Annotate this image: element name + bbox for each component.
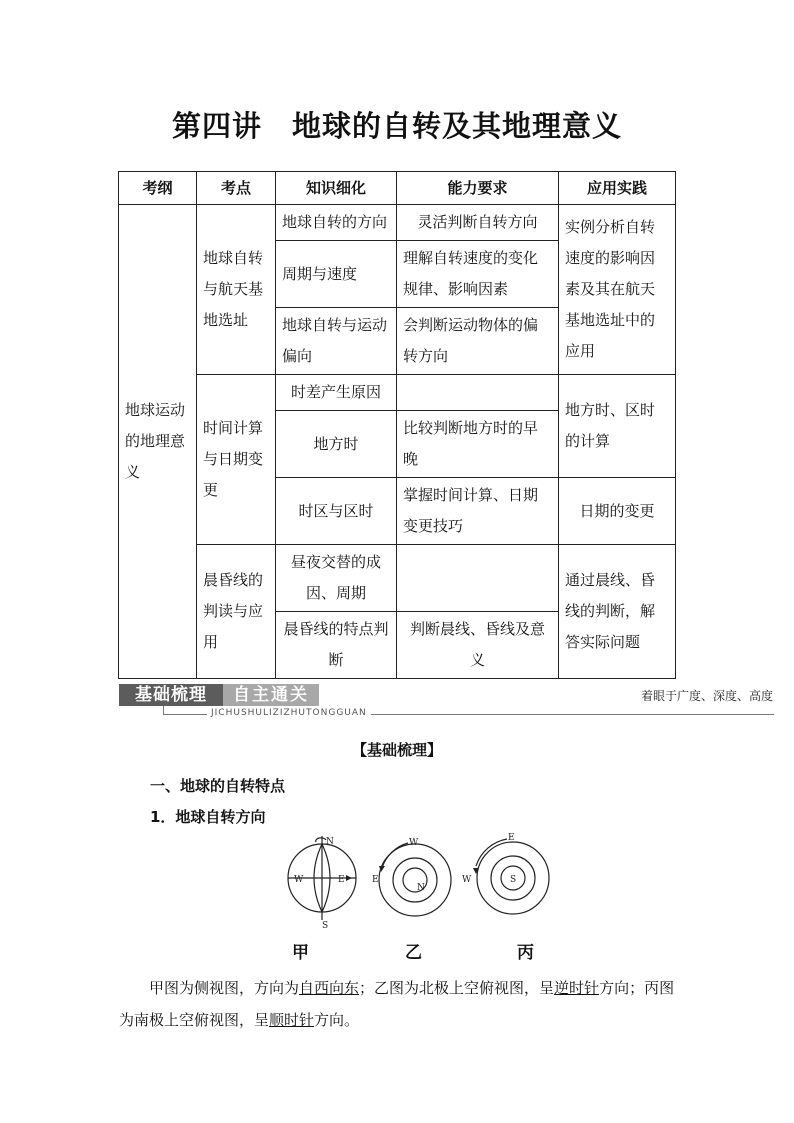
- answer-underline: 顺时针: [269, 1011, 315, 1029]
- header-cell: 能力要求: [397, 172, 559, 205]
- application-cell: 通过晨线、昏线的判断，解答实际问题: [559, 545, 676, 679]
- explanation-paragraph: [119, 972, 679, 1036]
- text-run: 甲图为侧视图，方向为: [149, 979, 300, 997]
- ability-cell: [397, 545, 559, 612]
- text-run: 方向；丙图为南极上空俯视图，呈: [119, 979, 675, 1029]
- east-label: E: [372, 875, 379, 885]
- topic-cell: 地球自转与航天基地选址: [197, 205, 276, 375]
- section-heading: 一、地球的自转特点: [150, 777, 286, 795]
- knowledge-cell: 地球自转与运动偏向: [276, 308, 397, 375]
- south-label: S: [510, 875, 517, 885]
- ability-cell: [397, 375, 559, 411]
- subsection-heading: 1．地球自转方向: [150, 808, 266, 826]
- rotation-diagram: [280, 830, 550, 930]
- answer-underline: 自西向东: [299, 979, 360, 997]
- west-label: W: [462, 875, 472, 885]
- ability-cell: 比较判断地方时的早晚: [397, 411, 559, 478]
- figure-caption-a: 甲: [292, 943, 309, 963]
- west-label: W: [409, 838, 419, 848]
- east-label: E: [338, 875, 345, 885]
- north-pole-view: [372, 838, 451, 916]
- figure-caption-c: 丙: [517, 943, 534, 963]
- knowledge-cell: 昼夜交替的成因、周期: [276, 545, 397, 612]
- table-row: [119, 545, 676, 612]
- south-pole-view: [462, 833, 549, 914]
- banner-pinyin: JICHUSHULIZIZHUTONGGUAN: [207, 708, 371, 718]
- header-cell: 考纲: [119, 172, 197, 205]
- lecture-title: 地球的自转及其地理意义: [292, 109, 623, 143]
- side-view-globe: [288, 836, 356, 930]
- lecture-number: 第四讲: [171, 109, 262, 143]
- table-row: [119, 205, 676, 241]
- table-header-row: [119, 172, 676, 205]
- north-label: N: [326, 837, 334, 847]
- banner-tagline: 着眼于广度、深度、高度: [640, 689, 773, 703]
- text-run: 方向。: [314, 1011, 360, 1029]
- east-label: E: [508, 833, 515, 843]
- table-row: [119, 375, 676, 411]
- text-run: ；乙图为北极上空俯视图，呈: [359, 979, 555, 997]
- header-cell: 知识细化: [276, 172, 397, 205]
- topic-cell: 时间计算与日期变更: [197, 375, 276, 545]
- syllabus-table: [118, 171, 676, 679]
- north-label: N: [417, 883, 425, 893]
- knowledge-cell: 时区与区时: [276, 478, 397, 545]
- application-cell: 日期的变更: [559, 478, 676, 545]
- knowledge-cell: 周期与速度: [276, 241, 397, 308]
- south-label: S: [322, 921, 329, 930]
- banner-label-left: 基础梳理: [119, 684, 223, 706]
- application-cell: 地方时、区时的计算: [559, 375, 676, 478]
- ability-cell: 判断晨线、昏线及意义: [397, 612, 559, 679]
- knowledge-cell: 时差产生原因: [276, 375, 397, 411]
- header-cell: 应用实践: [559, 172, 676, 205]
- ability-cell: 灵活判断自转方向: [397, 205, 559, 241]
- page-title: [0, 104, 794, 145]
- knowledge-cell: 地球自转的方向: [276, 205, 397, 241]
- ability-cell: 理解自转速度的变化规律、影响因素: [397, 241, 559, 308]
- figure-caption-b: 乙: [405, 943, 422, 963]
- ability-cell: 会判断运动物体的偏转方向: [397, 308, 559, 375]
- knowledge-cell: 地方时: [276, 411, 397, 478]
- header-cell: 考点: [197, 172, 276, 205]
- answer-underline: 逆时针: [554, 979, 600, 997]
- topic-cell: 晨昏线的判读与应用: [197, 545, 276, 679]
- banner-label-right: 自主通关: [223, 684, 319, 706]
- application-cell: 实例分析自转速度的影响因素及其在航天基地选址中的应用: [559, 205, 676, 375]
- west-label: W: [294, 875, 304, 885]
- knowledge-cell: 晨昏线的特点判断: [276, 612, 397, 679]
- outline-cell: 地球运动的地理意义: [119, 205, 197, 679]
- section-subtitle: 【基础梳理】: [351, 741, 442, 759]
- section-banner: [119, 684, 779, 720]
- ability-cell: 掌握时间计算、日期变更技巧: [397, 478, 559, 545]
